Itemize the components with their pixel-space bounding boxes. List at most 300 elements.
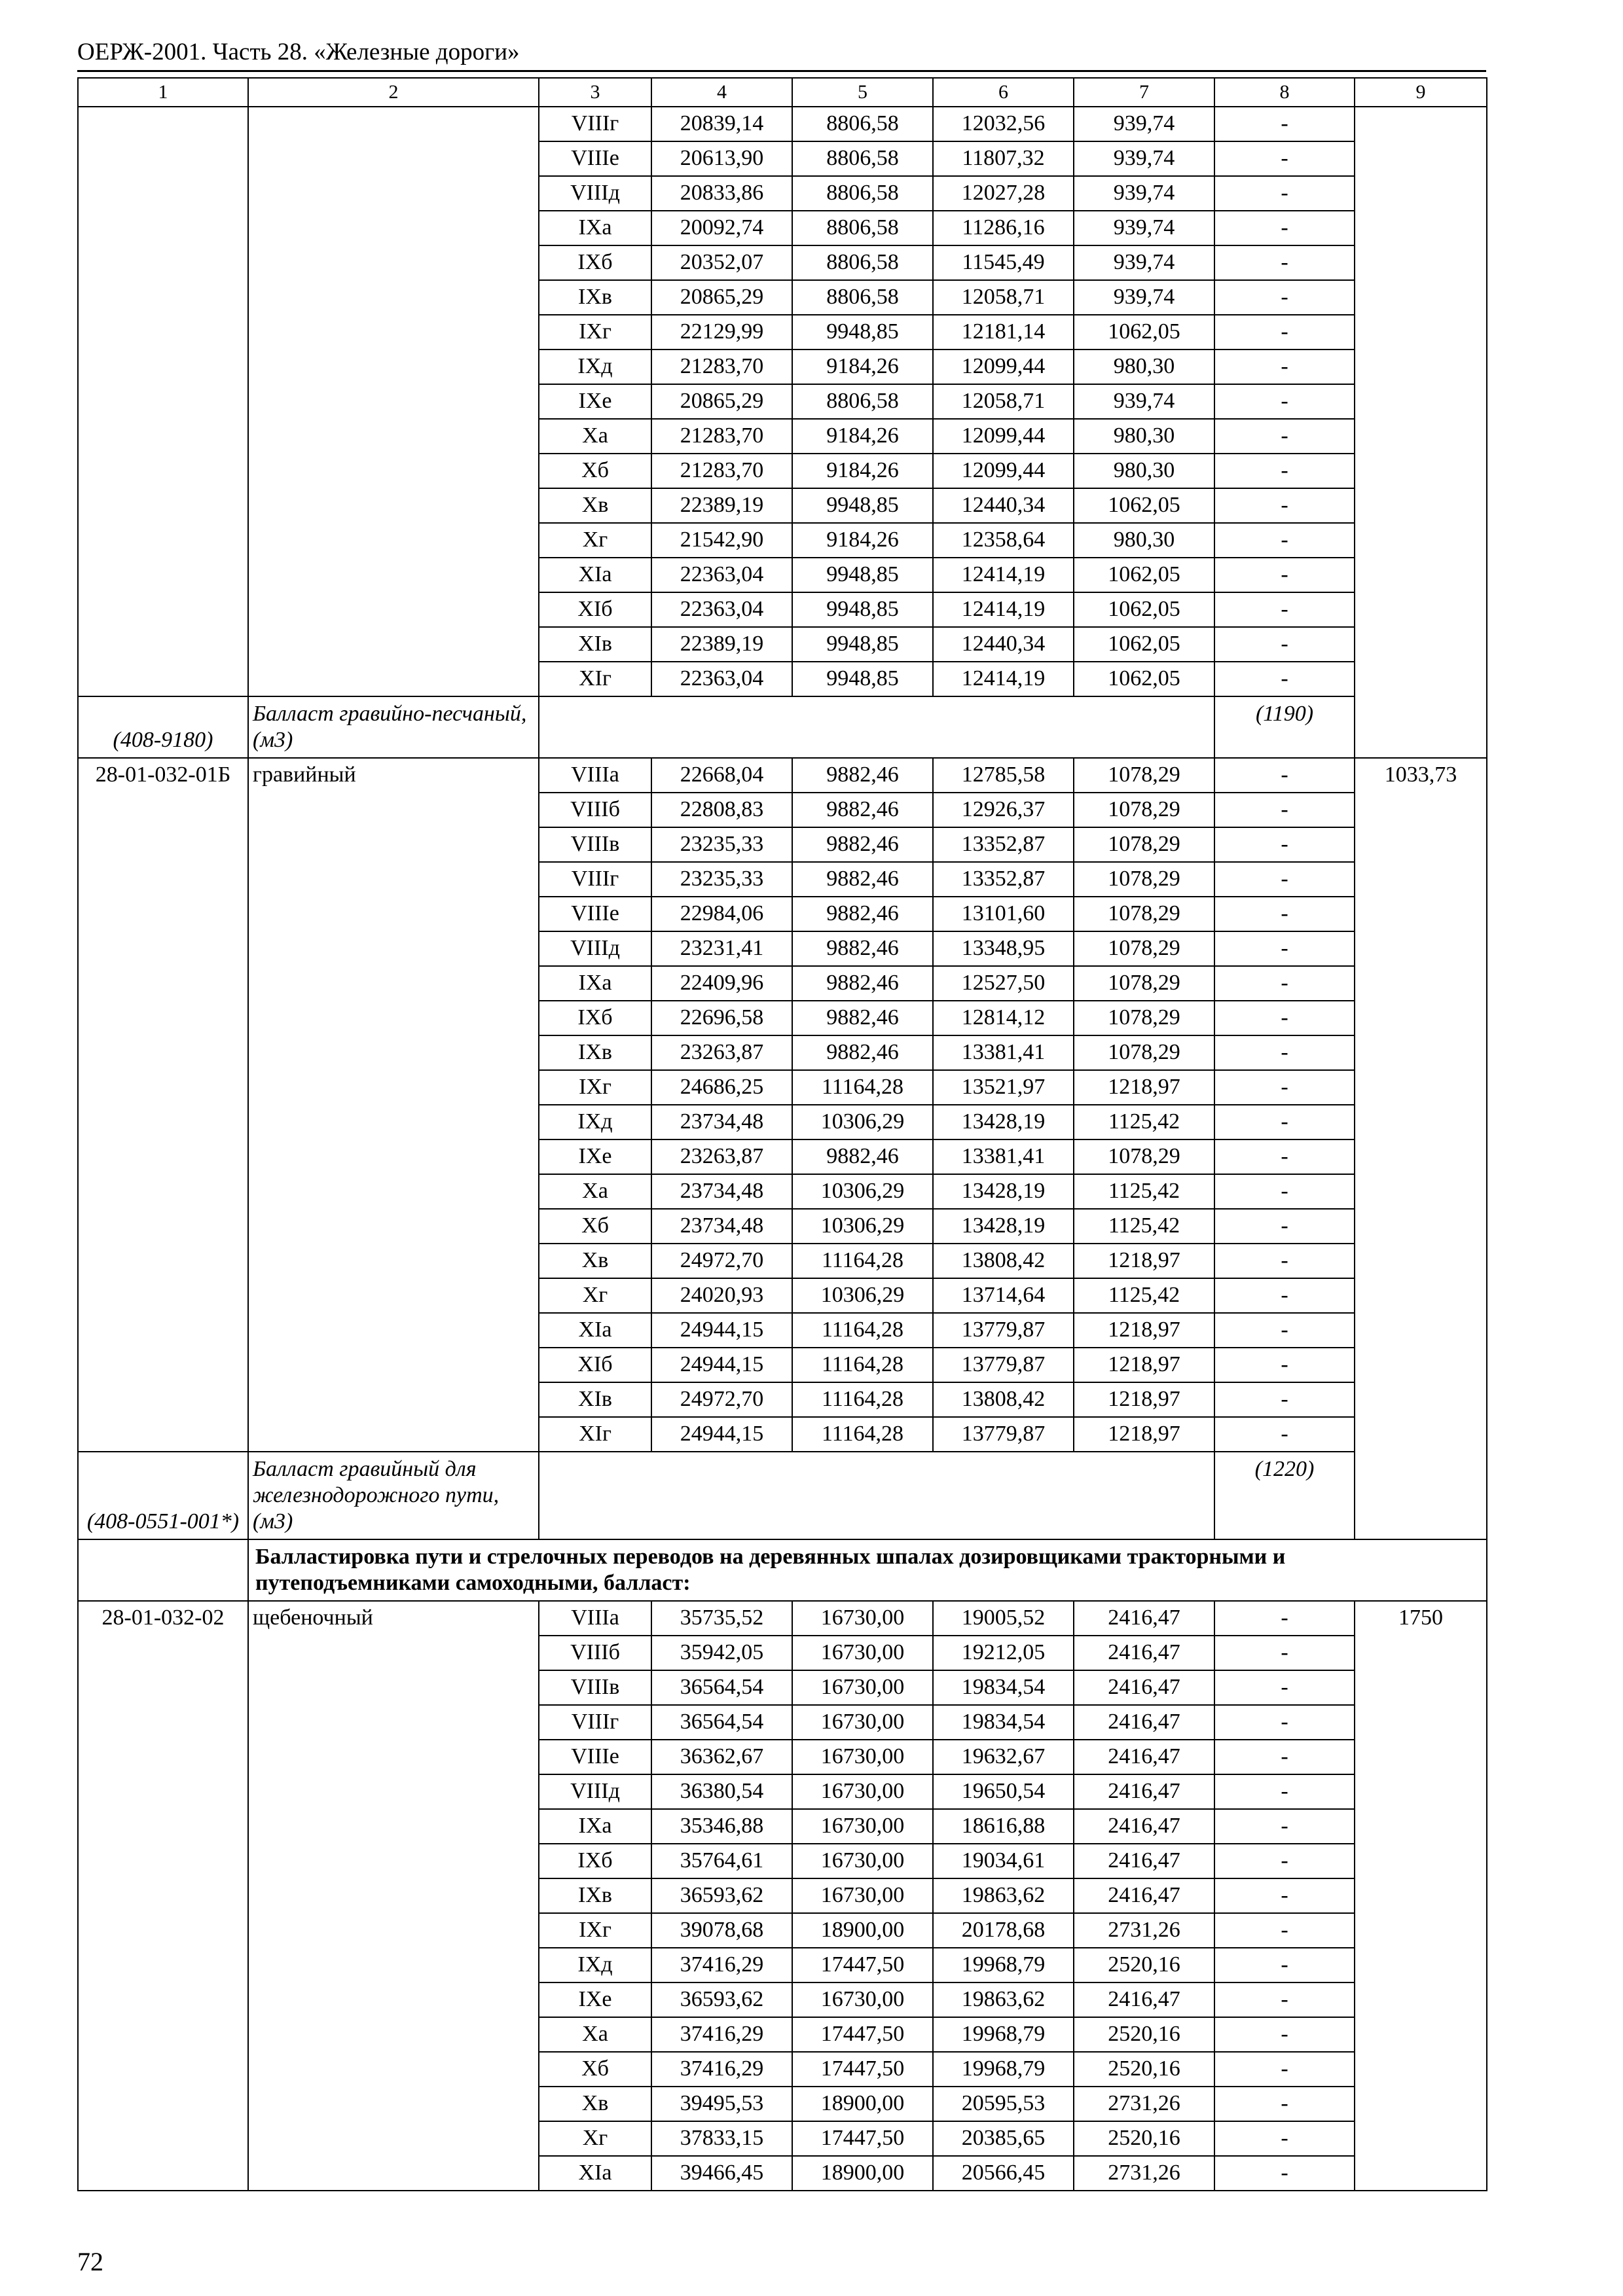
machinist-wages-cell: 2416,47 <box>1074 1601 1214 1636</box>
wages-cell: 18900,00 <box>792 2156 933 2191</box>
materials-cell: - <box>1214 1278 1355 1313</box>
direct-cost-cell: 20839,14 <box>651 107 792 141</box>
wages-cell: 16730,00 <box>792 1844 933 1878</box>
materials-cell: - <box>1214 1313 1355 1348</box>
machinist-wages-cell: 1125,42 <box>1074 1174 1214 1209</box>
wages-cell: 11164,28 <box>792 1070 933 1105</box>
materials-cell: - <box>1214 1070 1355 1105</box>
machine-cost-cell: 12181,14 <box>933 315 1074 350</box>
machine-cost-cell: 13101,60 <box>933 897 1074 931</box>
wages-cell: 9948,85 <box>792 315 933 350</box>
direct-cost-cell: 35942,05 <box>651 1636 792 1670</box>
column-number: 4 <box>651 78 792 107</box>
machinist-wages-cell: 1078,29 <box>1074 931 1214 966</box>
materials-cell: - <box>1214 758 1355 793</box>
labor-cell: 1750 <box>1355 1601 1487 2191</box>
machine-cost-cell: 19834,54 <box>933 1670 1074 1705</box>
region-zone-cell: VIIIд <box>539 1774 651 1809</box>
region-zone-cell: Xг <box>539 523 651 558</box>
column-number: 2 <box>248 78 539 107</box>
wages-cell: 17447,50 <box>792 2052 933 2087</box>
region-zone-cell: Xв <box>539 488 651 523</box>
table-row <box>78 1601 1487 1636</box>
region-zone-cell: IXб <box>539 1844 651 1878</box>
region-zone-cell: VIIIв <box>539 1670 651 1705</box>
materials-cell: - <box>1214 1670 1355 1705</box>
direct-cost-cell: 20092,74 <box>651 211 792 245</box>
machine-cost-cell: 12032,56 <box>933 107 1074 141</box>
machinist-wages-cell: 939,74 <box>1074 384 1214 419</box>
direct-cost-cell: 24972,70 <box>651 1244 792 1278</box>
machine-cost-cell: 12440,34 <box>933 488 1074 523</box>
machinist-wages-cell: 2416,47 <box>1074 1705 1214 1740</box>
machine-cost-cell: 13428,19 <box>933 1105 1074 1139</box>
machinist-wages-cell: 1218,97 <box>1074 1417 1214 1452</box>
machine-cost-cell: 19968,79 <box>933 2052 1074 2087</box>
region-zone-cell: IXа <box>539 966 651 1001</box>
machinist-wages-cell: 1078,29 <box>1074 897 1214 931</box>
page-number: 72 <box>77 2247 103 2276</box>
materials-cell: - <box>1214 1705 1355 1740</box>
machine-cost-cell: 12058,71 <box>933 384 1074 419</box>
wages-cell: 8806,58 <box>792 141 933 176</box>
machinist-wages-cell: 939,74 <box>1074 280 1214 315</box>
wages-cell: 9882,46 <box>792 897 933 931</box>
wages-cell: 9882,46 <box>792 1001 933 1035</box>
machinist-wages-cell: 1078,29 <box>1074 827 1214 862</box>
materials-cell: - <box>1214 862 1355 897</box>
price-code-cell: 28-01-032-02 <box>78 1601 248 2191</box>
labor-cell <box>1355 107 1487 758</box>
wages-cell: 9184,26 <box>792 523 933 558</box>
direct-cost-cell: 35764,61 <box>651 1844 792 1878</box>
wages-cell: 9948,85 <box>792 592 933 627</box>
materials-cell: - <box>1214 1844 1355 1878</box>
materials-cell: - <box>1214 1982 1355 2017</box>
wages-cell: 9882,46 <box>792 793 933 827</box>
wages-cell: 9882,46 <box>792 862 933 897</box>
region-zone-cell: IXе <box>539 384 651 419</box>
direct-cost-cell: 21283,70 <box>651 350 792 384</box>
region-zone-cell: IXб <box>539 245 651 280</box>
machinist-wages-cell: 1078,29 <box>1074 758 1214 793</box>
direct-cost-cell: 35346,88 <box>651 1809 792 1844</box>
machine-cost-cell: 12414,19 <box>933 592 1074 627</box>
materials-cell: - <box>1214 1417 1355 1452</box>
column-number: 5 <box>792 78 933 107</box>
direct-cost-cell: 23263,87 <box>651 1035 792 1070</box>
machine-cost-cell: 20385,65 <box>933 2121 1074 2156</box>
region-zone-cell: IXа <box>539 211 651 245</box>
direct-cost-cell: 36380,54 <box>651 1774 792 1809</box>
machine-cost-cell: 19968,79 <box>933 1948 1074 1982</box>
materials-cell: - <box>1214 2156 1355 2191</box>
machine-cost-cell: 12814,12 <box>933 1001 1074 1035</box>
direct-cost-cell: 37416,29 <box>651 1948 792 1982</box>
region-zone-cell: XIа <box>539 2156 651 2191</box>
machinist-wages-cell: 2416,47 <box>1074 1636 1214 1670</box>
region-zone-cell: IXд <box>539 350 651 384</box>
machine-cost-cell: 13779,87 <box>933 1417 1074 1452</box>
machine-cost-cell: 13779,87 <box>933 1313 1074 1348</box>
direct-cost-cell: 24972,70 <box>651 1382 792 1417</box>
direct-cost-cell: 20865,29 <box>651 384 792 419</box>
region-zone-cell: VIIIе <box>539 1740 651 1774</box>
machinist-wages-cell: 1078,29 <box>1074 862 1214 897</box>
machinist-wages-cell: 2731,26 <box>1074 1913 1214 1948</box>
machine-cost-cell: 13428,19 <box>933 1174 1074 1209</box>
resource-row <box>78 696 1487 758</box>
machinist-wages-cell: 1078,29 <box>1074 1001 1214 1035</box>
machine-cost-cell: 19632,67 <box>933 1740 1074 1774</box>
region-zone-cell: Xб <box>539 1209 651 1244</box>
region-zone-cell: VIIIд <box>539 931 651 966</box>
region-zone-cell: VIIIд <box>539 176 651 211</box>
direct-cost-cell: 22363,04 <box>651 662 792 696</box>
machinist-wages-cell: 1078,29 <box>1074 793 1214 827</box>
section-title: Балластировка пути и стрелочных переводов на деревянных шпалах дозировщиками тракторными и путеподъемниками самоходными, балласт: <box>248 1539 1487 1601</box>
materials-cell: - <box>1214 141 1355 176</box>
region-zone-cell: VIIIг <box>539 1705 651 1740</box>
direct-cost-cell: 24944,15 <box>651 1417 792 1452</box>
materials-cell: - <box>1214 1001 1355 1035</box>
direct-cost-cell: 23734,48 <box>651 1209 792 1244</box>
column-number: 6 <box>933 78 1074 107</box>
region-zone-cell: IXе <box>539 1139 651 1174</box>
direct-cost-cell: 24944,15 <box>651 1313 792 1348</box>
wages-cell: 16730,00 <box>792 1705 933 1740</box>
wages-cell: 11164,28 <box>792 1244 933 1278</box>
direct-cost-cell: 22808,83 <box>651 793 792 827</box>
machine-cost-cell: 13352,87 <box>933 827 1074 862</box>
machinist-wages-cell: 1078,29 <box>1074 1139 1214 1174</box>
region-zone-cell: VIIIе <box>539 141 651 176</box>
direct-cost-cell: 35735,52 <box>651 1601 792 1636</box>
direct-cost-cell: 22409,96 <box>651 966 792 1001</box>
materials-cell: - <box>1214 245 1355 280</box>
wages-cell: 16730,00 <box>792 1601 933 1636</box>
region-zone-cell: XIв <box>539 627 651 662</box>
machinist-wages-cell: 1062,05 <box>1074 315 1214 350</box>
region-zone-cell: VIIIв <box>539 827 651 862</box>
price-code-cell: 28-01-032-01Б <box>78 758 248 1452</box>
wages-cell: 18900,00 <box>792 2087 933 2121</box>
region-zone-cell: VIIIг <box>539 862 651 897</box>
wages-cell: 9882,46 <box>792 1035 933 1070</box>
materials-cell: - <box>1214 1105 1355 1139</box>
machine-cost-cell: 12414,19 <box>933 662 1074 696</box>
materials-cell: - <box>1214 523 1355 558</box>
machinist-wages-cell: 2416,47 <box>1074 1844 1214 1878</box>
direct-cost-cell: 36362,67 <box>651 1740 792 1774</box>
direct-cost-cell: 22389,19 <box>651 627 792 662</box>
region-zone-cell: IXв <box>539 1878 651 1913</box>
rates-table-body <box>78 78 1487 2191</box>
region-zone-cell: XIа <box>539 558 651 592</box>
materials-cell: - <box>1214 558 1355 592</box>
machinist-wages-cell: 2416,47 <box>1074 1982 1214 2017</box>
region-zone-cell: VIIIа <box>539 758 651 793</box>
machine-cost-cell: 12099,44 <box>933 350 1074 384</box>
wages-cell: 17447,50 <box>792 2017 933 2052</box>
direct-cost-cell: 37416,29 <box>651 2017 792 2052</box>
section-row <box>78 1539 1487 1601</box>
direct-cost-cell: 36564,54 <box>651 1670 792 1705</box>
machinist-wages-cell: 1125,42 <box>1074 1105 1214 1139</box>
machinist-wages-cell: 2520,16 <box>1074 2121 1214 2156</box>
materials-cell: - <box>1214 1913 1355 1948</box>
direct-cost-cell: 20865,29 <box>651 280 792 315</box>
machine-cost-cell: 12785,58 <box>933 758 1074 793</box>
region-zone-cell: IXг <box>539 1070 651 1105</box>
machine-cost-cell: 11545,49 <box>933 245 1074 280</box>
machine-cost-cell: 13352,87 <box>933 862 1074 897</box>
materials-cell: - <box>1214 1035 1355 1070</box>
materials-cell: - <box>1214 384 1355 419</box>
materials-cell: - <box>1214 488 1355 523</box>
machine-cost-cell: 12926,37 <box>933 793 1074 827</box>
materials-cell: - <box>1214 2052 1355 2087</box>
wages-cell: 16730,00 <box>792 1740 933 1774</box>
wages-cell: 8806,58 <box>792 176 933 211</box>
machine-cost-cell: 12414,19 <box>933 558 1074 592</box>
wages-cell: 16730,00 <box>792 1774 933 1809</box>
materials-cell: - <box>1214 2017 1355 2052</box>
machinist-wages-cell: 939,74 <box>1074 107 1214 141</box>
region-zone-cell: IXв <box>539 1035 651 1070</box>
direct-cost-cell: 36593,62 <box>651 1982 792 2017</box>
column-number: 3 <box>539 78 651 107</box>
section-spacer <box>78 1539 248 1601</box>
region-zone-cell: Xа <box>539 2017 651 2052</box>
machine-cost-cell: 12527,50 <box>933 966 1074 1001</box>
direct-cost-cell: 22984,06 <box>651 897 792 931</box>
machine-cost-cell: 13779,87 <box>933 1348 1074 1382</box>
wages-cell: 9184,26 <box>792 419 933 454</box>
machine-cost-cell: 13808,42 <box>933 1382 1074 1417</box>
materials-cell: - <box>1214 793 1355 827</box>
wages-cell: 16730,00 <box>792 1982 933 2017</box>
direct-cost-cell: 23734,48 <box>651 1105 792 1139</box>
machine-cost-cell: 13521,97 <box>933 1070 1074 1105</box>
materials-cell: - <box>1214 1636 1355 1670</box>
machinist-wages-cell: 1218,97 <box>1074 1382 1214 1417</box>
page-header: ОЕРЖ-2001. Часть 28. «Железные дороги» <box>77 39 520 65</box>
materials-cell: - <box>1214 827 1355 862</box>
region-zone-cell: IXг <box>539 315 651 350</box>
direct-cost-cell: 36593,62 <box>651 1878 792 1913</box>
machinist-wages-cell: 1078,29 <box>1074 966 1214 1001</box>
machinist-wages-cell: 939,74 <box>1074 245 1214 280</box>
region-zone-cell: XIб <box>539 592 651 627</box>
wages-cell: 9948,85 <box>792 558 933 592</box>
machine-cost-cell: 13381,41 <box>933 1035 1074 1070</box>
resource-row <box>78 1452 1487 1539</box>
machine-cost-cell: 11807,32 <box>933 141 1074 176</box>
materials-cell: - <box>1214 1139 1355 1174</box>
materials-cell: - <box>1214 419 1355 454</box>
materials-cell: - <box>1214 1209 1355 1244</box>
materials-cell: - <box>1214 1948 1355 1982</box>
wages-cell: 8806,58 <box>792 384 933 419</box>
machinist-wages-cell: 1078,29 <box>1074 1035 1214 1070</box>
region-zone-cell: XIв <box>539 1382 651 1417</box>
direct-cost-cell: 37416,29 <box>651 2052 792 2087</box>
direct-cost-cell: 20833,86 <box>651 176 792 211</box>
machine-cost-cell: 20595,53 <box>933 2087 1074 2121</box>
direct-cost-cell: 24686,25 <box>651 1070 792 1105</box>
direct-cost-cell: 23231,41 <box>651 931 792 966</box>
wages-cell: 11164,28 <box>792 1313 933 1348</box>
region-zone-cell: Xа <box>539 1174 651 1209</box>
direct-cost-cell: 21283,70 <box>651 419 792 454</box>
machine-cost-cell: 18616,88 <box>933 1809 1074 1844</box>
materials-cell: - <box>1214 931 1355 966</box>
direct-cost-cell: 23235,33 <box>651 862 792 897</box>
wages-cell: 9882,46 <box>792 1139 933 1174</box>
wages-cell: 9882,46 <box>792 827 933 862</box>
materials-cell: - <box>1214 2121 1355 2156</box>
region-zone-cell: VIIIб <box>539 793 651 827</box>
wages-cell: 8806,58 <box>792 245 933 280</box>
wages-cell: 8806,58 <box>792 211 933 245</box>
region-zone-cell: IXе <box>539 1982 651 2017</box>
rates-table <box>77 77 1487 2191</box>
region-zone-cell: Xб <box>539 2052 651 2087</box>
materials-cell: - <box>1214 897 1355 931</box>
resource-quantity: (1190) <box>1214 696 1355 758</box>
wages-cell: 9948,85 <box>792 627 933 662</box>
resource-spacer <box>539 1452 1214 1539</box>
region-zone-cell: VIIIа <box>539 1601 651 1636</box>
wages-cell: 9948,85 <box>792 488 933 523</box>
materials-cell: - <box>1214 2087 1355 2121</box>
price-code-cell <box>78 107 248 696</box>
machinist-wages-cell: 2520,16 <box>1074 1948 1214 1982</box>
region-zone-cell: XIб <box>539 1348 651 1382</box>
machinist-wages-cell: 980,30 <box>1074 523 1214 558</box>
wages-cell: 8806,58 <box>792 107 933 141</box>
machine-cost-cell: 13428,19 <box>933 1209 1074 1244</box>
column-number: 8 <box>1214 78 1355 107</box>
wages-cell: 11164,28 <box>792 1382 933 1417</box>
materials-cell: - <box>1214 1740 1355 1774</box>
machinist-wages-cell: 980,30 <box>1074 419 1214 454</box>
materials-cell: - <box>1214 350 1355 384</box>
direct-cost-cell: 20352,07 <box>651 245 792 280</box>
materials-cell: - <box>1214 280 1355 315</box>
direct-cost-cell: 21283,70 <box>651 454 792 488</box>
direct-cost-cell: 36564,54 <box>651 1705 792 1740</box>
wages-cell: 11164,28 <box>792 1348 933 1382</box>
machine-cost-cell: 13348,95 <box>933 931 1074 966</box>
region-zone-cell: VIIIг <box>539 107 651 141</box>
materials-cell: - <box>1214 107 1355 141</box>
machinist-wages-cell: 2731,26 <box>1074 2156 1214 2191</box>
header-rule <box>77 70 1486 72</box>
wages-cell: 9948,85 <box>792 662 933 696</box>
wages-cell: 9184,26 <box>792 350 933 384</box>
column-number: 7 <box>1074 78 1214 107</box>
materials-cell: - <box>1214 966 1355 1001</box>
materials-cell: - <box>1214 592 1355 627</box>
machinist-wages-cell: 939,74 <box>1074 141 1214 176</box>
machine-cost-cell: 19034,61 <box>933 1844 1074 1878</box>
region-zone-cell: XIа <box>539 1313 651 1348</box>
machinist-wages-cell: 1218,97 <box>1074 1348 1214 1382</box>
machinist-wages-cell: 1218,97 <box>1074 1070 1214 1105</box>
machine-cost-cell: 19968,79 <box>933 2017 1074 2052</box>
region-zone-cell: Xг <box>539 1278 651 1313</box>
region-zone-cell: IXд <box>539 1105 651 1139</box>
wages-cell: 10306,29 <box>792 1105 933 1139</box>
direct-cost-cell: 22696,58 <box>651 1001 792 1035</box>
machine-cost-cell: 13808,42 <box>933 1244 1074 1278</box>
machinist-wages-cell: 2416,47 <box>1074 1774 1214 1809</box>
direct-cost-cell: 23734,48 <box>651 1174 792 1209</box>
machine-cost-cell: 13714,64 <box>933 1278 1074 1313</box>
machinist-wages-cell: 1062,05 <box>1074 592 1214 627</box>
wages-cell: 17447,50 <box>792 1948 933 1982</box>
machine-cost-cell: 12027,28 <box>933 176 1074 211</box>
materials-cell: - <box>1214 627 1355 662</box>
machine-cost-cell: 12440,34 <box>933 627 1074 662</box>
resource-name: Балласт гравийный для железнодорожного пути, (м3) <box>248 1452 539 1539</box>
machine-cost-cell: 12099,44 <box>933 419 1074 454</box>
machine-cost-cell: 19212,05 <box>933 1636 1074 1670</box>
labor-cell: 1033,73 <box>1355 758 1487 1539</box>
wages-cell: 11164,28 <box>792 1417 933 1452</box>
direct-cost-cell: 39466,45 <box>651 2156 792 2191</box>
machinist-wages-cell: 1062,05 <box>1074 627 1214 662</box>
machinist-wages-cell: 1125,42 <box>1074 1278 1214 1313</box>
region-zone-cell: IXб <box>539 1001 651 1035</box>
direct-cost-cell: 24020,93 <box>651 1278 792 1313</box>
wages-cell: 10306,29 <box>792 1209 933 1244</box>
machine-cost-cell: 20566,45 <box>933 2156 1074 2191</box>
direct-cost-cell: 21542,90 <box>651 523 792 558</box>
wages-cell: 17447,50 <box>792 2121 933 2156</box>
work-name-cell: гравийный <box>248 758 539 1452</box>
work-name-cell <box>248 107 539 696</box>
materials-cell: - <box>1214 1878 1355 1913</box>
resource-name: Балласт гравийно-песчаный, (м3) <box>248 696 539 758</box>
region-zone-cell: IXг <box>539 1913 651 1948</box>
machine-cost-cell: 12358,64 <box>933 523 1074 558</box>
machinist-wages-cell: 1218,97 <box>1074 1313 1214 1348</box>
resource-code: (408-9180) <box>78 696 248 758</box>
resource-spacer <box>539 696 1214 758</box>
machine-cost-cell: 20178,68 <box>933 1913 1074 1948</box>
materials-cell: - <box>1214 1601 1355 1636</box>
machinist-wages-cell: 939,74 <box>1074 176 1214 211</box>
direct-cost-cell: 20613,90 <box>651 141 792 176</box>
wages-cell: 10306,29 <box>792 1174 933 1209</box>
direct-cost-cell: 39495,53 <box>651 2087 792 2121</box>
wages-cell: 16730,00 <box>792 1636 933 1670</box>
machine-cost-cell: 19863,62 <box>933 1878 1074 1913</box>
region-zone-cell: IXа <box>539 1809 651 1844</box>
region-zone-cell: Xв <box>539 2087 651 2121</box>
region-zone-cell: IXд <box>539 1948 651 1982</box>
machinist-wages-cell: 1062,05 <box>1074 558 1214 592</box>
region-zone-cell: VIIIб <box>539 1636 651 1670</box>
machinist-wages-cell: 1062,05 <box>1074 662 1214 696</box>
column-number-row <box>78 78 1487 107</box>
region-zone-cell: Xа <box>539 419 651 454</box>
direct-cost-cell: 22389,19 <box>651 488 792 523</box>
materials-cell: - <box>1214 1382 1355 1417</box>
